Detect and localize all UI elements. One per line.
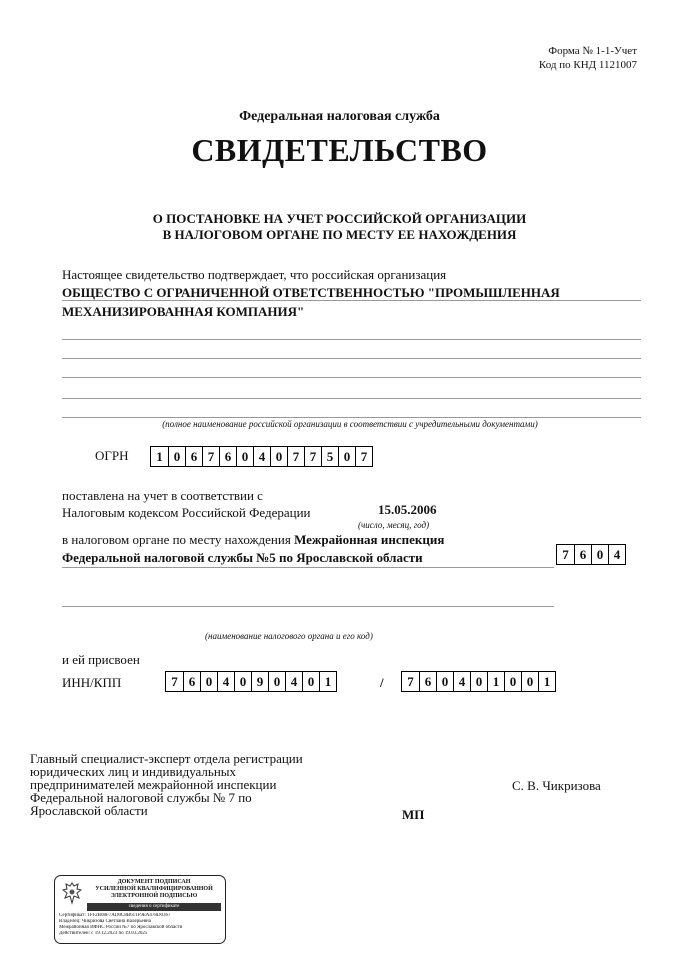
inn-digit: 0: [234, 672, 251, 691]
ogrn-digit: 0: [168, 447, 185, 466]
assigned-label: и ей присвоен: [62, 652, 140, 667]
kpp-digit: 1: [487, 672, 504, 691]
org-name-rule: [62, 398, 641, 399]
authority-rule: [62, 567, 554, 568]
kpp-digit: 0: [436, 672, 453, 691]
signatory-line: Главный специалист-эксперт отдела регистрации: [30, 751, 303, 766]
kpp-digit: 0: [470, 672, 487, 691]
ogrn-digit: 0: [270, 447, 287, 466]
authority-intro: в налоговом органе по месту нахождения: [62, 532, 291, 547]
issuing-service: Федеральная налоговая служба: [239, 109, 440, 124]
inn-digit: 4: [285, 672, 302, 691]
authority-code-digit: 6: [574, 545, 591, 564]
org-name-rule: [62, 377, 641, 378]
inn-digit: 1: [319, 672, 336, 691]
ogrn-digit: 1: [156, 448, 163, 464]
form-code: [539, 44, 637, 72]
org-name-rule: [62, 300, 641, 301]
signatory-line: Ярославской области: [30, 803, 148, 818]
subtitle-line-2: В НАЛОГОВОМ ОРГАНЕ ПО МЕСТУ ЕЕ НАХОЖДЕНИЯ: [162, 227, 517, 242]
ogrn-digit: 6: [185, 447, 202, 466]
kpp-digit: 6: [419, 672, 436, 691]
stamp-heading: [87, 879, 221, 900]
authority-line-1: [62, 532, 444, 548]
kpp-digit: 1: [538, 672, 555, 691]
signatory-line: юридических лиц и индивидуальных: [30, 764, 237, 779]
stamp-heading-line: ЭЛЕКТРОННОЙ ПОДПИСЬЮ: [110, 893, 198, 899]
ogrn-digit: 7: [202, 447, 219, 466]
certificate-row: Межрайонная ИФНС России №7 по Ярославской области: [59, 925, 183, 930]
authority-name-part-2: Федеральной налоговой службы №5 по Ярославской области: [62, 550, 423, 565]
ogrn-digit: 5: [321, 447, 338, 466]
ogrn-digit: 4: [253, 447, 270, 466]
ogrn-digit: 0: [236, 447, 253, 466]
inn-digit: 0: [268, 672, 285, 691]
ogrn-digits: [150, 446, 373, 467]
registration-date-note: (число, месяц, год): [358, 520, 430, 530]
kpp-digit: 7: [407, 673, 414, 689]
org-name-line-2: МЕХАНИЗИРОВАННАЯ КОМПАНИЯ": [62, 304, 305, 319]
inn-digit: 9: [251, 672, 268, 691]
org-name-note: (полное наименование российской организации в соответствии с учредительными документами): [162, 419, 538, 429]
document-subtitle: [0, 211, 679, 243]
knd-code: Код по КНД 1121007: [538, 59, 637, 71]
authority-note: (наименование налогового органа и его код): [205, 631, 373, 641]
certificate-row: Действителен: с 19.12.2023 по 19.03.2025: [59, 931, 148, 936]
inn-digit: 0: [302, 672, 319, 691]
stamp-heading-line: ДОКУМЕНТ ПОДПИСАН: [117, 879, 191, 885]
kpp-digit: 0: [504, 672, 521, 691]
authority-code-digit: 0: [591, 545, 608, 564]
registration-line-1: поставлена на учет в соответствии с: [62, 488, 263, 503]
registration-date: 15.05.2006: [378, 502, 437, 517]
ogrn-digit: 6: [219, 447, 236, 466]
org-name-line-1: ОБЩЕСТВО С ОГРАНИЧЕННОЙ ОТВЕТСТВЕННОСТЬЮ "ПРОМЫШЛЕННАЯ: [62, 285, 560, 300]
ogrn-digit: 0: [338, 447, 355, 466]
signatory-line: Федеральной налоговой службы № 7 по: [30, 790, 252, 805]
ogrn-digit: 7: [287, 447, 304, 466]
inn-digit: 0: [200, 672, 217, 691]
inn-digit: 6: [183, 672, 200, 691]
authority-rule: [62, 606, 554, 607]
inn-kpp-separator: /: [380, 675, 384, 690]
inn-digit: 7: [171, 673, 178, 689]
subtitle-line-1: О ПОСТАНОВКЕ НА УЧЕТ РОССИЙСКОЙ ОРГАНИЗАЦИИ: [152, 211, 527, 226]
certificate-row: Сертификат: 1FF2B08F7AD0C8B611F9EA478D0367: [59, 913, 171, 918]
kpp-digit: 4: [453, 672, 470, 691]
inn-kpp-label: ИНН/КПП: [62, 675, 122, 690]
stamp-heading-line: УСИЛЕННОЙ КВАЛИФИЦИРОВАННОЙ: [95, 886, 213, 892]
inn-digit: 4: [217, 672, 234, 691]
signatory-position: [30, 752, 303, 817]
registration-line-2: Налоговым кодексом Российской Федерации: [62, 505, 311, 520]
certificate-row: Владелец: Чикризова Светлана Валерьевна: [59, 919, 151, 924]
org-name-rule: [62, 339, 641, 340]
inn-digits: [165, 671, 337, 692]
form-number: Форма № 1-1-Учет: [548, 45, 637, 57]
ogrn-digit: 7: [304, 447, 321, 466]
certificate-details: [59, 913, 223, 937]
certificate-info-bar: сведения о сертификате: [87, 903, 221, 911]
signatory-line: предпринимателей межрайонной инспекции: [30, 777, 277, 792]
electronic-signature-stamp: [54, 875, 226, 944]
seal-place-label: МП: [402, 807, 425, 822]
org-name-rule: [62, 358, 641, 359]
authority-code: [556, 544, 626, 565]
authority-code-digit: 7: [562, 546, 569, 562]
signatory-name: С. В. Чикризова: [512, 778, 601, 793]
authority-code-digit: 4: [608, 545, 625, 564]
org-intro: Настоящее свидетельство подтверждает, что российская организация: [62, 267, 447, 282]
ogrn-digit: 7: [355, 447, 372, 466]
coat-of-arms-icon: [61, 881, 83, 905]
kpp-digit: 0: [521, 672, 538, 691]
authority-name-part-1: Межрайонная инспекция: [294, 532, 445, 547]
document-title: СВИДЕТЕЛЬСТВО: [191, 132, 488, 168]
kpp-digits: [401, 671, 556, 692]
org-name-rule: [62, 417, 641, 418]
ogrn-label: ОГРН: [95, 448, 129, 463]
